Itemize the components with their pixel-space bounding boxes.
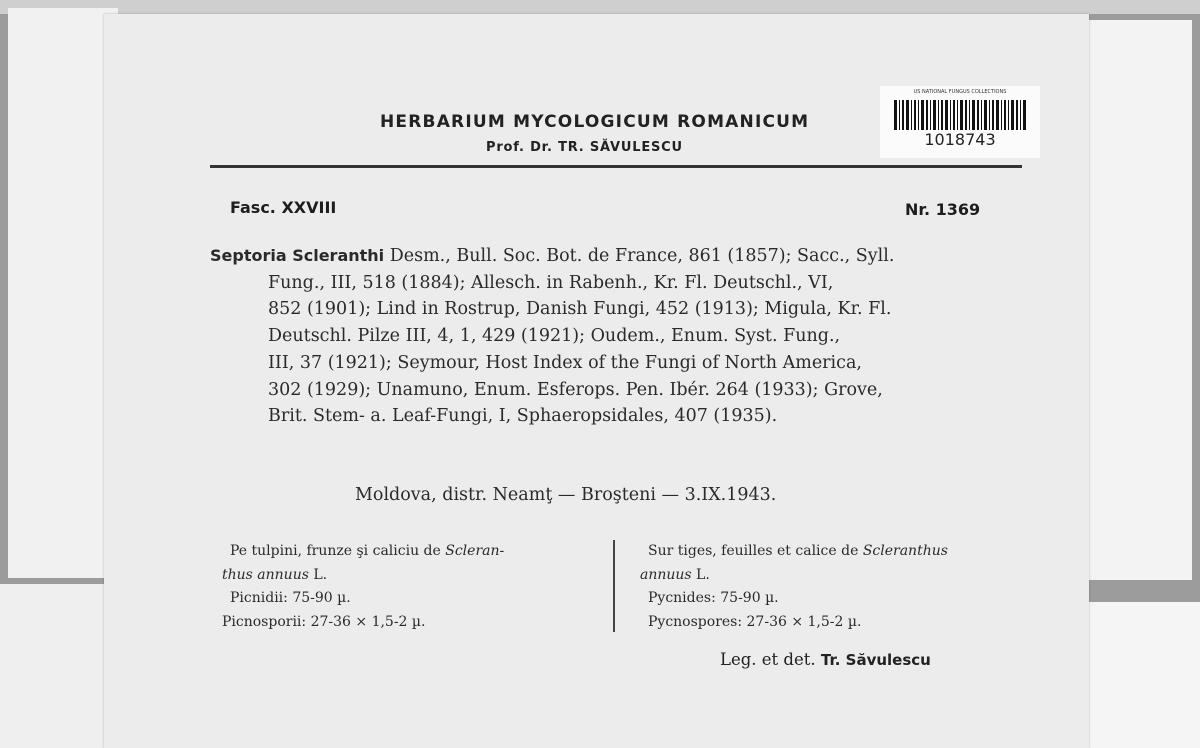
background-top (0, 0, 1200, 14)
collection-locality: Moldova, distr. Neamţ — Broşteni — 3.IX.1943. (355, 485, 777, 505)
citation-block (210, 243, 1022, 430)
host-description-cont: thus annuus L. (222, 566, 328, 583)
host-description: Pe tulpini, frunze şi caliciu de Scleran- (230, 543, 505, 559)
host-description-cont: annuus L. (640, 566, 710, 583)
herbarium-title: HERBARIUM MYCOLOGICUM ROMANICUM (380, 112, 810, 132)
host-species: annuus (640, 566, 692, 583)
barcode-number: 1018743 (924, 130, 996, 149)
french-description (640, 540, 1040, 634)
host-genus: Scleran- (445, 543, 505, 559)
header-rule (210, 165, 1022, 168)
barcode-caption: US NATIONAL FUNGUS COLLECTIONS (913, 89, 1007, 95)
determination-line: Leg. et det. Tr. Săvulescu (720, 650, 931, 669)
fascicle-number: Fasc. XXVIII (230, 198, 337, 217)
barcode-icon (894, 100, 1026, 130)
citation-line (210, 243, 1022, 270)
herbarium-subtitle: Prof. Dr. TR. SĂVULESCU (486, 140, 683, 155)
citation-line: III, 37 (1921); Seymour, Host Index of the Fungi of North America, (268, 352, 862, 373)
citation-line: 852 (1901); Lind in Rostrup, Danish Fungi, 452 (1913); Migula, Kr. Fl. (268, 299, 892, 320)
background-sheet-left (8, 8, 118, 578)
romanian-description (222, 540, 607, 634)
pycnides-size: Pycnides: 75-90 µ. (648, 590, 779, 606)
species-name: Septoria Scleranthi (210, 246, 385, 265)
citation-line: 302 (1929); Unamuno, Enum. Esferops. Pen. Ibér. 264 (1933); Grove, (268, 379, 883, 400)
background-sheet-bottom-right (1085, 602, 1200, 748)
host-description: Sur tiges, feuilles et calice de Scleranthus (648, 543, 948, 559)
pycnospores-size: Pycnospores: 27-36 × 1,5-2 µ. (648, 613, 862, 630)
host-species: thus annuus (222, 566, 309, 583)
barcode-label (880, 86, 1040, 158)
picnosporii-size: Picnosporii: 27-36 × 1,5-2 µ. (222, 613, 426, 630)
background-sheet-bottom-left (0, 584, 120, 748)
picnidii-size: Picnidii: 75-90 µ. (230, 590, 351, 606)
citation-line: Deutschl. Pilze III, 4, 1, 429 (1921); Oudem., Enum. Syst. Fung., (268, 326, 841, 347)
citation-text: Desm., Bull. Soc. Bot. de France, 861 (1857); Sacc., Syll. (384, 246, 895, 266)
citation-line: Fung., III, 518 (1884); Allesch. in Rabenh., Kr. Fl. Deutschl., VI, (268, 272, 834, 293)
determiner-name: Tr. Săvulescu (820, 651, 931, 669)
background-sheet-right (1080, 20, 1192, 580)
specimen-number: Nr. 1369 (905, 200, 981, 219)
host-genus: Scleranthus (862, 543, 948, 559)
citation-line: Brit. Stem- a. Leaf-Fungi, I, Sphaeropsidales, 407 (1935). (268, 406, 778, 427)
column-divider (613, 540, 615, 632)
